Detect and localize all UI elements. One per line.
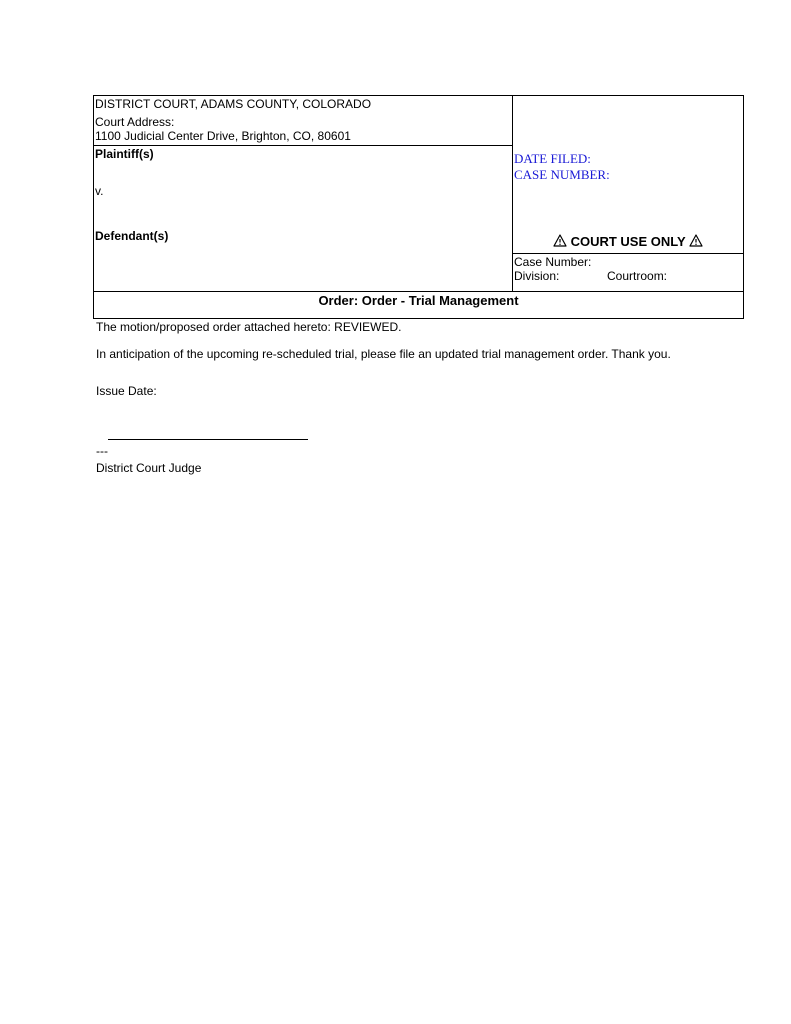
- defendant-label: Defendant(s): [95, 229, 169, 243]
- court-address: 1100 Judicial Center Drive, Brighton, CO, 80601: [95, 129, 351, 143]
- case-number-header: CASE NUMBER:: [514, 167, 610, 182]
- case-caption-table: [93, 95, 744, 319]
- order-body-text: In anticipation of the upcoming re-scheduled trial, please file an updated trial management order. Thank you.: [96, 347, 671, 361]
- issue-date-label: Issue Date:: [96, 384, 157, 398]
- court-use-only-banner: [513, 234, 743, 249]
- case-number-label: Case Number:: [514, 255, 592, 269]
- courtroom-label: Courtroom:: [607, 269, 668, 283]
- court-use-only-text: COURT USE ONLY: [570, 234, 686, 249]
- case-info-block: [513, 254, 743, 291]
- signature-placeholder: ---: [96, 444, 108, 458]
- order-review-line: The motion/proposed order attached hereto: REVIEWED.: [96, 320, 402, 334]
- parties-block: [94, 146, 512, 291]
- court-info-block: [94, 96, 512, 146]
- division-label: Division:: [514, 269, 560, 283]
- court-name: DISTRICT COURT, ADAMS COUNTY, COLORADO: [95, 97, 372, 111]
- caption-left-column: [94, 96, 513, 291]
- caption-right-column: [513, 96, 743, 291]
- signature-line: [108, 439, 308, 440]
- filing-stamp-block: [513, 96, 743, 254]
- date-filed-label: DATE FILED:: [514, 151, 591, 166]
- order-title: Order: Order - Trial Management: [94, 291, 743, 318]
- judge-title: District Court Judge: [96, 461, 202, 475]
- versus-label: v.: [95, 184, 104, 198]
- court-address-label: Court Address:: [95, 115, 175, 129]
- warning-triangle-icon: [553, 234, 567, 247]
- plaintiff-label: Plaintiff(s): [95, 147, 154, 161]
- warning-triangle-icon: [689, 234, 703, 247]
